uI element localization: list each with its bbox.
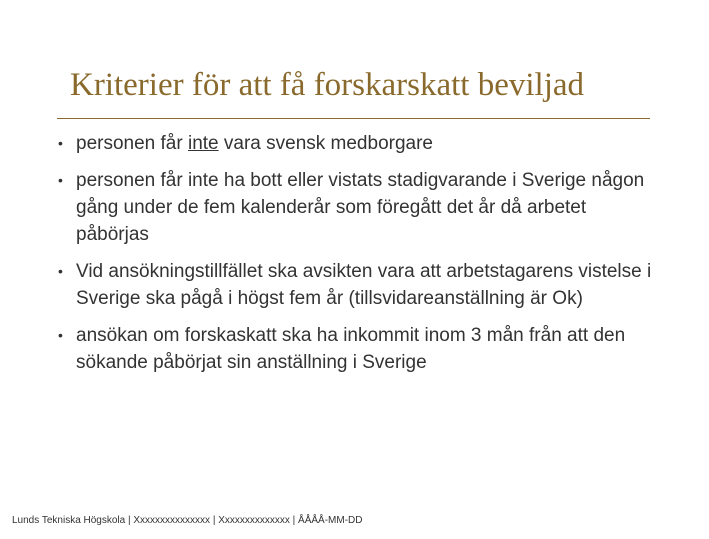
bullet-item [58, 130, 658, 157]
bullet-text: Vid ansökningstillfället ska avsikten vara att arbetstagarens vistelse i Sverige ska pågå i högst fem år (tillsvidareanställning är Ok) [76, 261, 652, 309]
bullet-dot-icon: • [58, 263, 63, 279]
bullet-item [58, 322, 658, 376]
bullet-text: personen får inte ha bott eller vistats stadigvarande i Sverige någon gång under de fem kalenderår som föregått det år då arbetet påbörjas [76, 170, 645, 245]
slide-title: Kriterier för att få forskarskatt beviljad [70, 67, 585, 103]
bullet-list [58, 130, 658, 386]
bullet-text-emphasis: inte [187, 133, 219, 154]
slide-footer: Lunds Tekniska Högskola | Xxxxxxxxxxxxxxx | Xxxxxxxxxxxxxx | ÅÅÅÅ-MM-DD [12, 515, 363, 526]
bullet-item [58, 258, 658, 312]
bullet-text-pre: personen får [76, 133, 188, 154]
title-divider [57, 118, 650, 119]
bullet-text-post: vara svensk medborgare [218, 133, 433, 154]
bullet-item [58, 167, 658, 248]
bullet-dot-icon: • [58, 135, 63, 151]
bullet-dot-icon: • [58, 327, 63, 343]
bullet-text: ansökan om forskaskatt ska ha inkommit inom 3 mån från att den sökande påbörjat sin anställning i Sverige [76, 325, 626, 373]
bullet-dot-icon: • [58, 172, 63, 188]
